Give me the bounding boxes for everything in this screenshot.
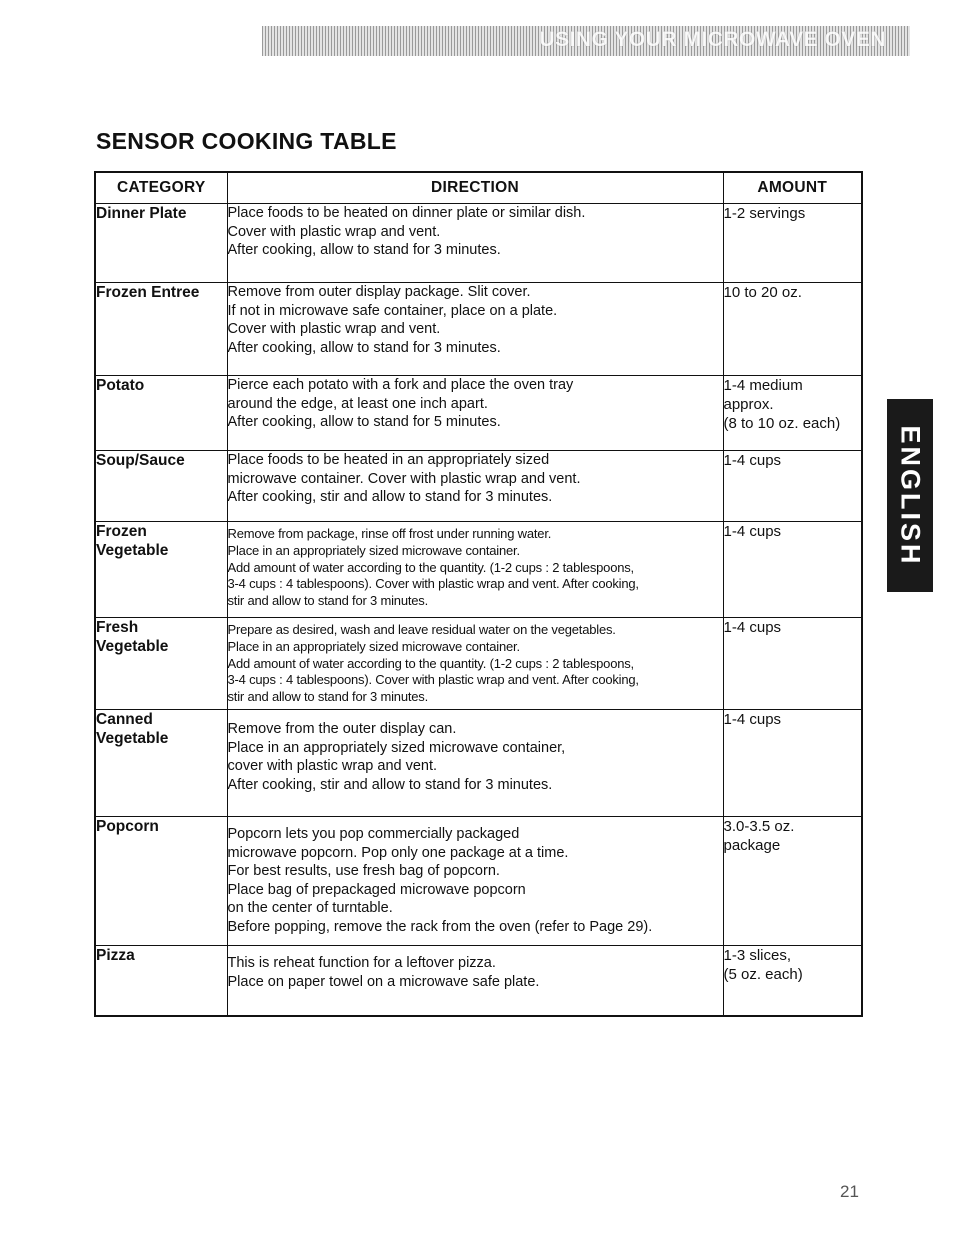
category-label: Frozen bbox=[96, 523, 147, 540]
direction-line: Add amount of water according to the quantity. (1-2 cups : 2 tablespoons, bbox=[227, 655, 634, 671]
amount-line: 3.0-3.5 oz. bbox=[723, 818, 795, 835]
amount-cell bbox=[723, 204, 862, 283]
section-header-title: USING YOUR MICROWAVE OVEN bbox=[539, 28, 886, 51]
direction-cell bbox=[227, 522, 723, 618]
direction-line: Place in an appropriately sized microwave container. bbox=[227, 638, 520, 654]
category-label: Dinner Plate bbox=[96, 205, 187, 222]
category-label: Pizza bbox=[96, 947, 135, 964]
direction-line: This is reheat function for a leftover pizza. bbox=[227, 955, 496, 971]
direction-line: Place foods to be heated on dinner plate or similar dish. bbox=[227, 205, 586, 221]
amount-line: 10 to 20 oz. bbox=[723, 284, 802, 301]
category-label: Popcorn bbox=[96, 818, 159, 835]
amount-line: package bbox=[723, 837, 781, 854]
category-cell bbox=[95, 522, 227, 618]
direction-line: cover with plastic wrap and vent. bbox=[227, 758, 438, 775]
direction-line: Pierce each potato with a fork and place the oven tray bbox=[227, 377, 574, 393]
category-label: Vegetable bbox=[96, 542, 169, 559]
table-row bbox=[95, 451, 862, 522]
direction-cell bbox=[227, 710, 723, 817]
table-row bbox=[95, 946, 862, 1016]
direction-line: After cooking, stir and allow to stand for 3 minutes. bbox=[227, 776, 553, 793]
direction-line: Place in an appropriately sized microwave container. bbox=[227, 542, 520, 558]
direction-cell bbox=[227, 376, 723, 451]
direction-line: After cooking, allow to stand for 3 minutes. bbox=[227, 339, 501, 356]
category-cell bbox=[95, 817, 227, 946]
direction-line: Place foods to be heated in an appropriately sized bbox=[227, 452, 550, 468]
amount-line: 1-4 cups bbox=[723, 452, 782, 469]
column-header-direction: DIRECTION bbox=[227, 172, 723, 204]
direction-line: microwave container. Cover with plastic wrap and vent. bbox=[227, 470, 581, 487]
direction-line: 3-4 cups : 4 tablespoons). Cover with plastic wrap and vent. After cooking, bbox=[227, 672, 639, 688]
language-tab-label: ENGLISH bbox=[895, 424, 926, 567]
amount-line: (8 to 10 oz. each) bbox=[723, 415, 841, 432]
amount-line: 1-4 cups bbox=[723, 711, 782, 728]
amount-cell bbox=[723, 522, 862, 618]
direction-line: Cover with plastic wrap and vent. bbox=[227, 321, 441, 338]
amount-cell bbox=[723, 376, 862, 451]
amount-line: (5 oz. each) bbox=[723, 966, 803, 983]
category-cell bbox=[95, 946, 227, 1016]
section-header-band bbox=[262, 26, 910, 56]
direction-line: Remove from the outer display can. bbox=[227, 721, 457, 737]
direction-line: on the center of turntable. bbox=[227, 900, 393, 917]
direction-line: After cooking, stir and allow to stand for 3 minutes. bbox=[227, 489, 553, 506]
direction-line: Popcorn lets you pop commercially packaged bbox=[227, 826, 520, 842]
amount-cell bbox=[723, 946, 862, 1016]
category-label: Vegetable bbox=[96, 638, 169, 655]
amount-line: 1-2 servings bbox=[723, 205, 806, 222]
table-row bbox=[95, 204, 862, 283]
table-row bbox=[95, 376, 862, 451]
table-row bbox=[95, 618, 862, 710]
category-label: Soup/Sauce bbox=[96, 452, 185, 469]
amount-cell bbox=[723, 451, 862, 522]
amount-line: 1-3 slices, bbox=[723, 947, 792, 964]
category-cell bbox=[95, 204, 227, 283]
sensor-cooking-table bbox=[94, 171, 863, 1017]
direction-line: Place bag of prepackaged microwave popcorn bbox=[227, 881, 526, 898]
category-label: Canned bbox=[96, 711, 153, 728]
direction-line: If not in microwave safe container, place on a plate. bbox=[227, 302, 558, 319]
category-cell bbox=[95, 710, 227, 817]
direction-cell bbox=[227, 283, 723, 376]
direction-cell bbox=[227, 204, 723, 283]
category-cell bbox=[95, 376, 227, 451]
amount-line: 1-4 cups bbox=[723, 523, 782, 540]
direction-line: Remove from outer display package. Slit cover. bbox=[227, 284, 531, 300]
table-row bbox=[95, 710, 862, 817]
direction-cell bbox=[227, 618, 723, 710]
amount-cell bbox=[723, 618, 862, 710]
direction-line: Cover with plastic wrap and vent. bbox=[227, 223, 441, 240]
amount-cell bbox=[723, 817, 862, 946]
column-header-amount: AMOUNT bbox=[723, 172, 862, 204]
table-row bbox=[95, 522, 862, 618]
direction-line: Remove from package, rinse off frost under running water. bbox=[227, 526, 552, 541]
direction-cell bbox=[227, 817, 723, 946]
amount-line: 1-4 medium bbox=[723, 377, 803, 394]
direction-line: Add amount of water according to the quantity. (1-2 cups : 2 tablespoons, bbox=[227, 559, 634, 575]
amount-cell bbox=[723, 283, 862, 376]
direction-cell bbox=[227, 451, 723, 522]
table-header-row bbox=[95, 172, 862, 204]
amount-cell bbox=[723, 710, 862, 817]
direction-line: Prepare as desired, wash and leave residual water on the vegetables. bbox=[227, 622, 616, 637]
direction-line: Place on paper towel on a microwave safe plate. bbox=[227, 973, 540, 990]
category-cell bbox=[95, 618, 227, 710]
category-label: Potato bbox=[96, 377, 145, 394]
category-label: Fresh bbox=[96, 619, 139, 636]
page-title: SENSOR COOKING TABLE bbox=[96, 128, 397, 154]
direction-line: After cooking, allow to stand for 3 minutes. bbox=[227, 242, 501, 259]
table-row bbox=[95, 283, 862, 376]
direction-cell bbox=[227, 946, 723, 1016]
direction-line: Place in an appropriately sized microwave container, bbox=[227, 739, 566, 756]
column-header-category: CATEGORY bbox=[95, 172, 227, 204]
category-cell bbox=[95, 283, 227, 376]
category-label: Frozen Entree bbox=[96, 284, 200, 301]
direction-line: 3-4 cups : 4 tablespoons). Cover with plastic wrap and vent. After cooking, bbox=[227, 576, 639, 592]
category-cell bbox=[95, 451, 227, 522]
amount-line: approx. bbox=[723, 396, 774, 413]
direction-line: microwave popcorn. Pop only one package at a time. bbox=[227, 844, 569, 861]
amount-line: 1-4 cups bbox=[723, 619, 782, 636]
direction-line: stir and allow to stand for 3 minutes. bbox=[227, 689, 429, 705]
category-label: Vegetable bbox=[96, 730, 169, 747]
table-row bbox=[95, 817, 862, 946]
direction-line: After cooking, allow to stand for 5 minutes. bbox=[227, 414, 501, 431]
direction-line: around the edge, at least one inch apart. bbox=[227, 395, 488, 412]
page-number: 21 bbox=[840, 1182, 859, 1201]
direction-line: stir and allow to stand for 3 minutes. bbox=[227, 593, 429, 609]
direction-line: Before popping, remove the rack from the oven (refer to Page 29). bbox=[227, 918, 653, 935]
language-tab bbox=[887, 399, 933, 592]
direction-line: For best results, use fresh bag of popcorn. bbox=[227, 863, 500, 880]
